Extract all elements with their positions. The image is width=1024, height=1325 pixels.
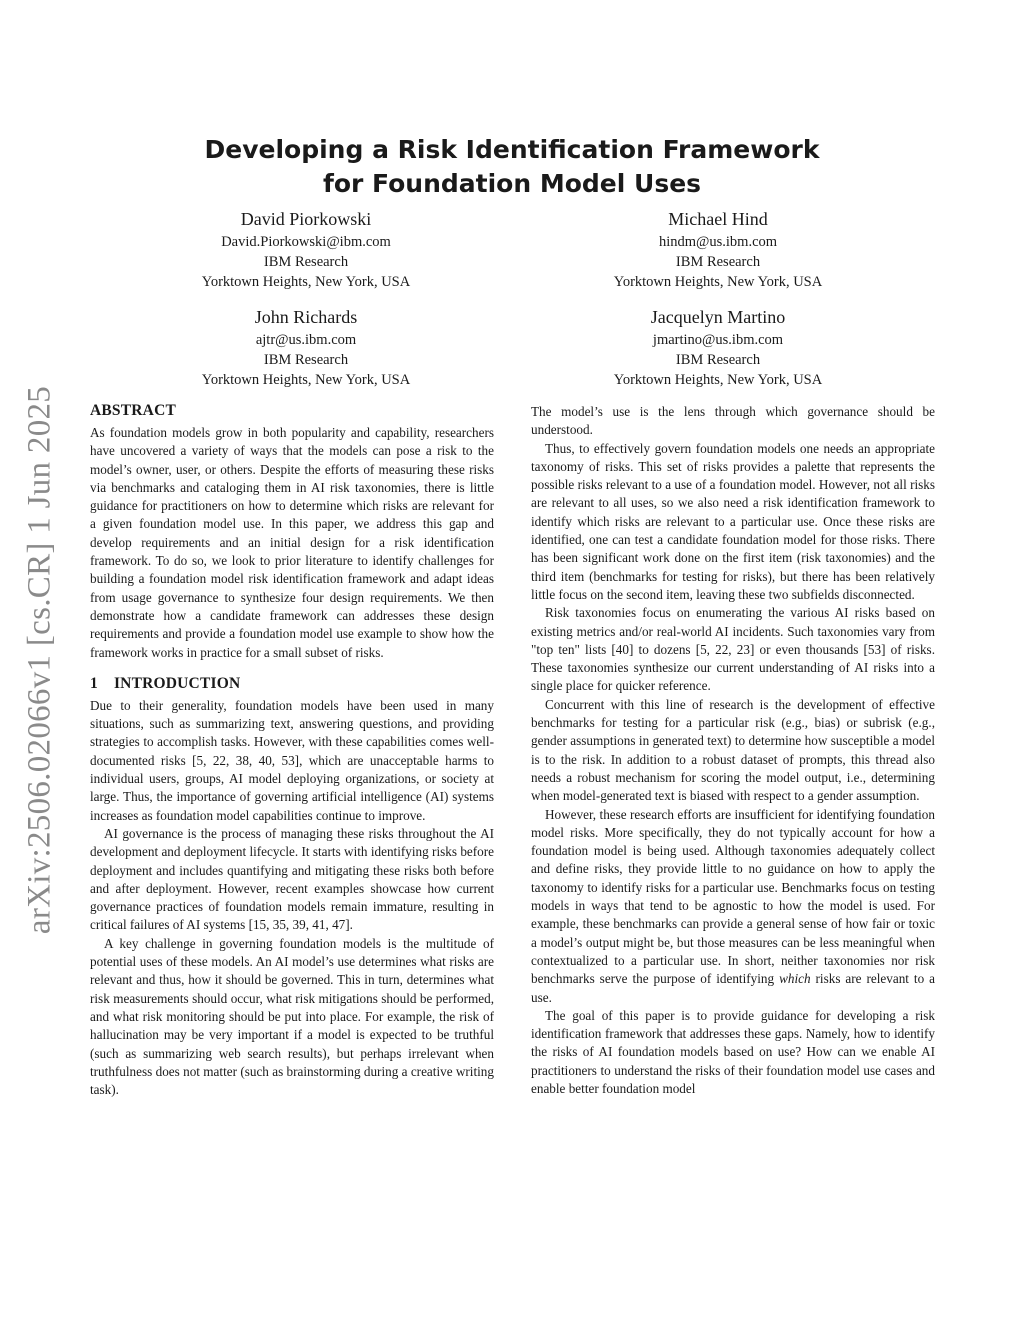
intro-paragraph: Thus, to effectively govern foundation models one needs an appropriate taxonomy of risks. This set of risks provides a palette that represents the possible risks relevant to a use of a foundation model. However, not all risks are relevant to all uses, so we also need a risk identification framework to identify which risks are relevant to a particular use. Once these risks are identified, one can test a candidate foundation model for those risks. There has been significant work done on the first item (risk taxonomies) and the third item (benchmarks for testing for risks), but there has been relatively little focus on the second item, leaving these two subfields disconnected. bbox=[531, 440, 935, 602]
author-email[interactable]: hindm@us.ibm.com bbox=[658, 234, 778, 250]
author-name: Michael Hind bbox=[668, 209, 768, 229]
arxiv-identifier-text: arXiv:2506.02066v1 [cs.CR] 1 Jun 2025 bbox=[21, 385, 58, 935]
text-run: risks are relevant to a use. bbox=[531, 971, 935, 1005]
author-block-4 bbox=[548, 306, 888, 390]
author-affiliation: IBM Research bbox=[675, 352, 761, 368]
author-email[interactable]: David.Piorkowski@ibm.com bbox=[221, 234, 391, 250]
intro-paragraph: The goal of this paper is to provide guidance for developing a risk identification framework that addresses these gaps. Namely, how to identify the risks of AI foundation models based on use? How can we enable AI practitioners to understand the risks of their foundation model use cases and enable better foundation model bbox=[531, 1007, 935, 1096]
author-name: David Piorkowski bbox=[240, 209, 372, 229]
paper-title-line-2: for Foundation Model Uses bbox=[322, 169, 702, 198]
author-block-1 bbox=[136, 208, 476, 292]
intro-paragraph-continued: The model’s use is the lens through which governance should be understood. bbox=[531, 404, 935, 438]
intro-paragraph: A key challenge in governing foundation models is the multitude of potential uses of these models. An AI model’s use determines what risks are relevant and thus, how it should be governed. This in turn, determines what risk measurements should occur, what risk mitigations should be performed, and what risk monitoring should be put into place. For example, the risk of hallucination may be very important if a model is expected to be truthful (such as summarizing web search results), but perhaps irrelevant when truthfulness does not matter (such as brainstorming during a creative writing task). bbox=[90, 935, 494, 1098]
intro-paragraph: AI governance is the process of managing these risks throughout the AI development and deployment lifecycle. It starts with identifying risks before deployment and includes quantifying and mitigating these risks both before and after deployment. However, recent examples showcase how current governance practices of foundation models remain immature, resulting in critical failures of AI systems [15, 35, 39, 41, 47]. bbox=[90, 825, 494, 933]
author-block-2 bbox=[548, 208, 888, 292]
author-location: Yorktown Heights, New York, USA bbox=[613, 274, 823, 290]
intro-paragraph: Due to their generality, foundation models have been used in many situations, such as summarizing text, answering questions, and providing strategies to accomplish tasks. However, with these capabilities comes well-documented risks [5, 22, 38, 40, 53], which are unacceptable harms to individual users, groups, AI model deploying organizations, or society at large. Thus, the importance of governing artificial intelligence (AI) systems increases as foundation model capabilities continue to improve. bbox=[90, 697, 494, 823]
intro-paragraph: Risk taxonomies focus on enumerating the various AI risks based on existing metrics and/or real-world AI incidents. Such taxonomies vary from "top ten" lists [40] to dozens [5, 22, 23] or even thousands [53] of risks. These taxonomies synthesize our current understanding of AI risks into a single place for quicker reference. bbox=[531, 605, 935, 694]
author-name: Jacquelyn Martino bbox=[650, 307, 786, 327]
intro-paragraph bbox=[531, 806, 935, 1007]
abstract-text: As foundation models grow in both popularity and capability, researchers have uncovered a variety of ways that the models can pose a risk to the model’s owner, user, or others. Despite the efforts of measuring these risks via benchmarks and cataloging them in AI risk taxonomies, there is little guidance for practitioners on how to determine which risks are relevant for a given foundation model use. In this paper, we address this gap and develop requirements and an initial design for a risk identification framework. To do so, we look to prior literature to identify challenges for building a foundation model risk identification framework and adapt ideas from usage governance to synthesize four design requirements. We then demonstrate how a candidate framework can addresses these design requirements and provide a foundation model use example to show how the framework works in practice for a small subset of risks. bbox=[90, 425, 494, 660]
intro-paragraph: Concurrent with this line of research is the development of effective benchmarks for testing for a particular risk (e.g., bias) or subrisk (e.g., gender assumptions in generated text) to determine how susceptible a model is to the risk. In addition to a robust dataset of prompts, this thread also needs a robust mechanism for scoring the model output, i.e., determining when model-generated text is biased with respect to a gender assumption. bbox=[531, 696, 935, 804]
author-email[interactable]: jmartino@us.ibm.com bbox=[652, 332, 784, 348]
author-affiliation: IBM Research bbox=[263, 254, 349, 270]
arxiv-identifier-stamp bbox=[10, 380, 70, 940]
section-title: INTRODUCTION bbox=[113, 674, 241, 692]
author-affiliation: IBM Research bbox=[263, 352, 349, 368]
author-block-3 bbox=[136, 306, 476, 390]
author-name: John Richards bbox=[254, 307, 358, 327]
author-location: Yorktown Heights, New York, USA bbox=[201, 274, 411, 290]
section-number: 1 bbox=[90, 674, 98, 692]
emphasis-which: which bbox=[779, 971, 811, 987]
author-email[interactable]: ajtr@us.ibm.com bbox=[255, 332, 357, 348]
left-column bbox=[90, 401, 494, 1099]
paper-title-line-1: Developing a Risk Identification Framework bbox=[204, 135, 820, 164]
author-location: Yorktown Heights, New York, USA bbox=[613, 372, 823, 388]
abstract-heading: ABSTRACT bbox=[90, 402, 177, 419]
right-column bbox=[531, 403, 935, 1098]
introduction-heading bbox=[90, 674, 494, 694]
paper-title bbox=[90, 133, 934, 201]
text-run: However, these research efforts are insufficient for identifying foundation model risks. More specifically, they do not typically account for how a foundation model is being used. Although taxonomies adequately collect and define risks, they provide little to no guidance on how to apply the taxonomy to identify risks for a particular use. Benchmarks focus on testing models in ways that tend to be agnostic to how the model is used. For example, these benchmarks can provide a general sense of how fair or toxic a model’s output might be, but those measures can be less meaningful when contextualized to a particular use. In short, neither taxonomies nor risk benchmarks serve the purpose of identifying bbox=[531, 806, 935, 987]
author-location: Yorktown Heights, New York, USA bbox=[201, 372, 411, 388]
author-affiliation: IBM Research bbox=[675, 254, 761, 270]
